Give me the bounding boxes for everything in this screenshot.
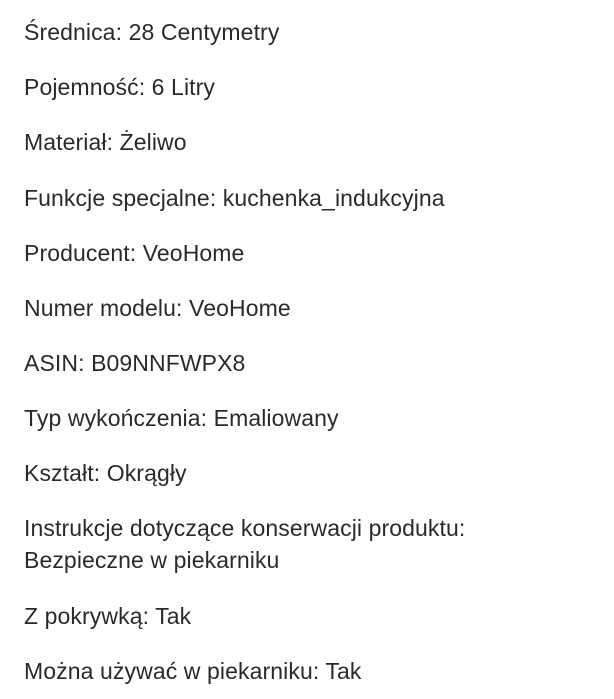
spec-label: Typ wykończenia	[24, 405, 201, 431]
spec-value: Emaliowany	[213, 405, 339, 431]
spec-material: Materiał: Żeliwo	[24, 129, 187, 155]
spec-label: Można używać w piekarniku	[24, 658, 313, 684]
spec-value: Żeliwo	[119, 129, 187, 155]
spec-value: 28 Centymetry	[128, 19, 280, 45]
spec-label: Numer modelu	[24, 295, 177, 321]
spec-label: Producent	[24, 240, 130, 266]
spec-value: VeoHome	[189, 295, 291, 321]
spec-label: Średnica	[24, 19, 116, 45]
spec-with-lid: Z pokrywką: Tak	[24, 603, 192, 629]
spec-label: Z pokrywką	[24, 603, 143, 629]
spec-value: Tak	[325, 658, 362, 684]
spec-diameter: Średnica: 28 Centymetry	[24, 19, 280, 45]
spec-label: Instrukcje dotyczące konserwacji produktu	[24, 515, 459, 541]
spec-value: Bezpieczne w piekarniku	[24, 547, 280, 573]
spec-value: 6 Litry	[151, 74, 216, 100]
spec-value: VeoHome	[142, 240, 245, 266]
spec-manufacturer: Producent: VeoHome	[24, 240, 245, 266]
spec-finish-type: Typ wykończenia: Emaliowany	[24, 405, 339, 431]
spec-value: Tak	[155, 603, 192, 629]
spec-capacity: Pojemność: 6 Litry	[24, 74, 216, 100]
spec-label: Funkcje specjalne	[24, 185, 210, 211]
spec-label: Materiał	[24, 129, 107, 155]
spec-oven-safe: Można używać w piekarniku: Tak	[24, 658, 362, 684]
spec-value: Okrągły	[106, 460, 187, 486]
spec-model-number: Numer modelu: VeoHome	[24, 295, 291, 321]
spec-asin: ASIN: B09NNFWPX8	[24, 350, 246, 376]
spec-shape: Kształt: Okrągły	[24, 460, 187, 486]
spec-care-instructions: Instrukcje dotyczące konserwacji produktu: Bezpieczne w piekarniku	[24, 515, 466, 573]
spec-label: ASIN	[24, 350, 79, 376]
spec-special-features: Funkcje specjalne: kuchenka_indukcyjna	[24, 185, 445, 211]
spec-label: Pojemność	[24, 74, 139, 100]
spec-value: B09NNFWPX8	[91, 350, 246, 376]
spec-value: kuchenka_indukcyjna	[222, 185, 445, 211]
spec-label: Kształt	[24, 460, 94, 486]
